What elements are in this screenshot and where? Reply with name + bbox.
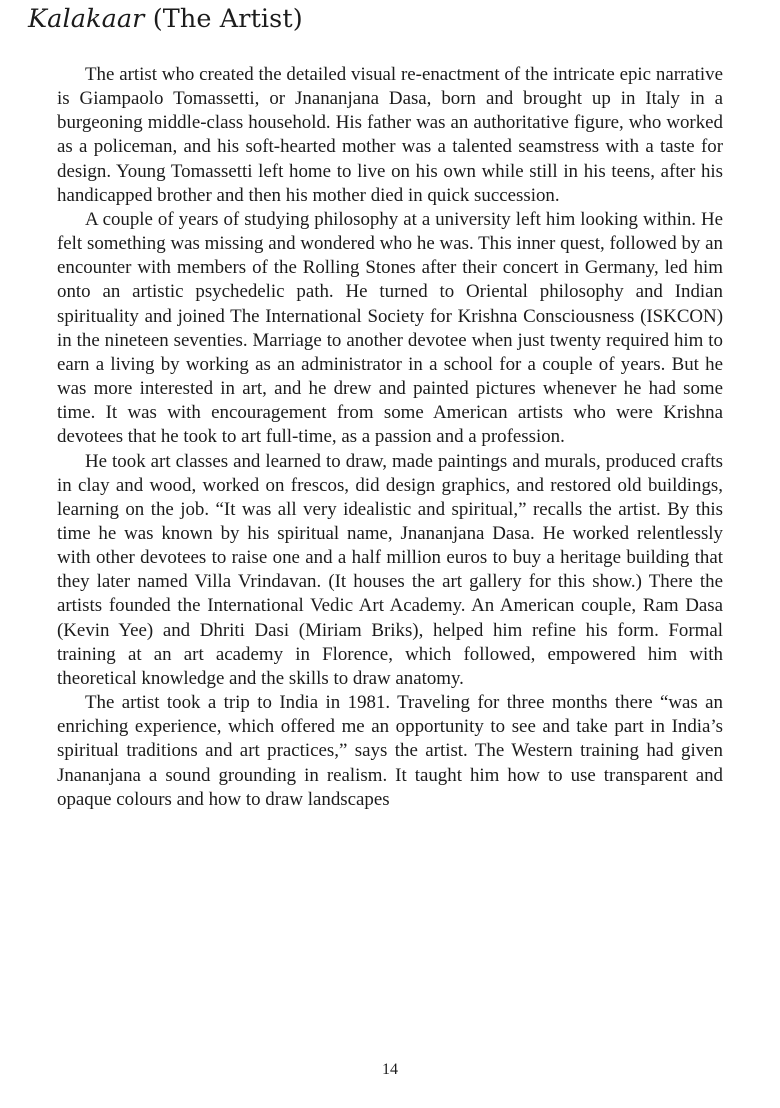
- page-number: 14: [382, 1061, 398, 1078]
- body-text: [57, 63, 723, 812]
- paragraph: A couple of years of studying philosophy at a university left him looking within. He felt something was missing and wondered who he was. This inner quest, followed by an encounter with members of the Rolling Stones after their concert in Germany, led him onto an artistic psychedelic path. He turned to Oriental philosophy and Indian spirituality and joined The International Society for Krishna Consciousness (ISKCON) in the nineteen seventies. Marriage to another devotee when just twenty required him to earn a living by working as an administrator in a school for a couple of years. But he was more interested in art, and he drew and painted pictures whenever he had some time. It was with encouragement from some American artists who were Krishna devotees that he took to art full-time, as a passion and a profession.: [57, 208, 723, 448]
- title-italic-word: Kalakaar: [28, 4, 145, 34]
- paragraph: The artist took a trip to India in 1981. Traveling for three months there “was an enriching experience, which offered me an opportunity to see and take part in India’s spiritual traditions and art practices,” says the artist. The Western training had given Jnananjana a sound grounding in realism. It taught him how to use transparent and opaque colours and how to draw landscapes: [57, 692, 723, 810]
- paragraph: He took art classes and learned to draw, made paintings and murals, produced crafts in clay and wood, worked on frescos, did design graphics, and restored old buildings, learning on the job. “It was all very idealistic and spiritual,” recalls the artist. By this time he was known by his spiritual name, Jnananjana Dasa. He worked relentlessly with other devotees to raise one and a half million euros to buy a heritage building that they later named Villa Vrindavan. (It houses the art gallery for this show.) There the artists founded the International Vedic Art Academy. An American couple, Ram Dasa (Kevin Yee) and Dhriti Dasi (Miriam Briks), helped him refine his form. Formal training at an art academy in Florence, which followed, empowered him with theoretical knowledge and the skills to draw anatomy.: [57, 450, 723, 689]
- paragraph: The artist who created the detailed visual re-enactment of the intricate epic narrative is Giampaolo Tomassetti, or Jnananjana Dasa, born and brought up in Italy in a burgeoning middle-class household. His father was an authoritative figure, who worked as a policeman, and his soft-hearted mother was a talented seamstress with a taste for design. Young Tomassetti left home to live on his own while still in his teens, after his handicapped brother and then his mother died in quick succession.: [57, 64, 723, 206]
- title-subtitle: (The Artist): [152, 4, 303, 34]
- page-title: [28, 2, 303, 36]
